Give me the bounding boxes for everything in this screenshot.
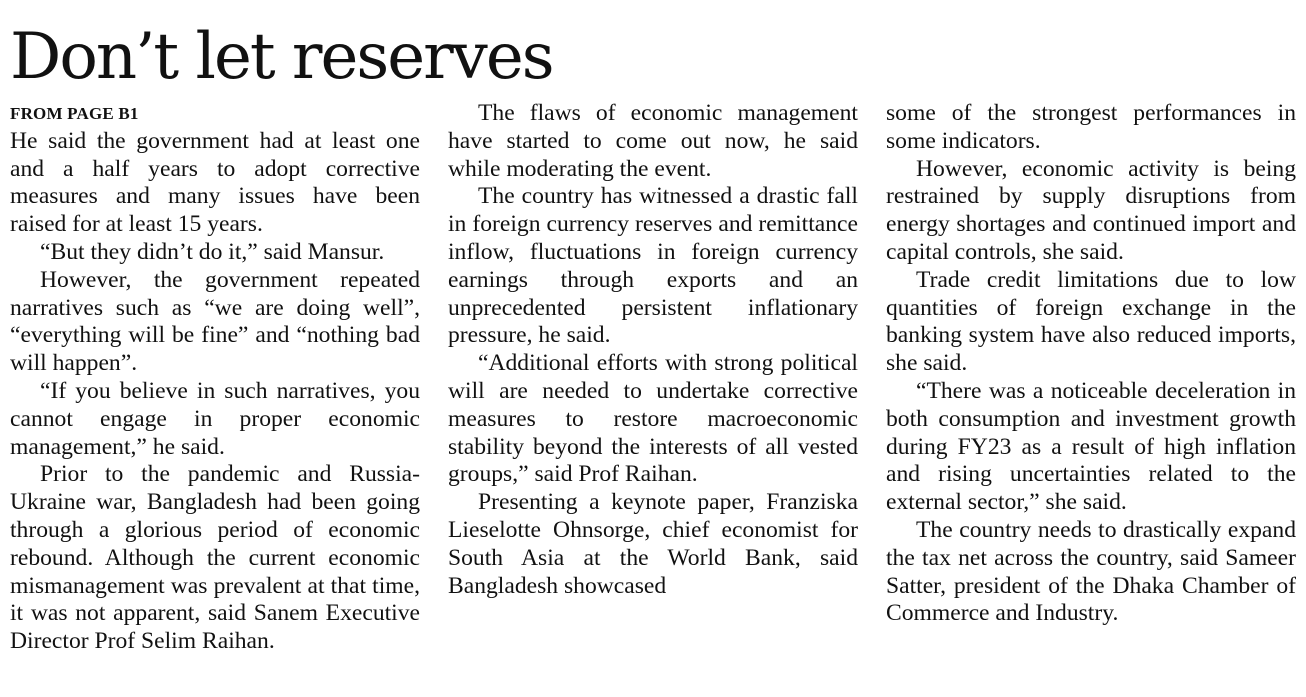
article-column-1 <box>10 100 420 656</box>
paragraph: Prior to the pandemic and Russia-Ukraine war, Bangladesh had been going through a glorious period of economic rebound. Although the current economic mismanagement was prevalent at that time, it was not apparent, said Sanem Executive Director Prof Selim Raihan. <box>10 461 420 655</box>
paragraph: The country needs to drastically expand the tax net across the country, said Sameer Satter, president of the Dhaka Chamber of Commerce and Industry. <box>886 516 1296 627</box>
paragraph: “But they didn’t do it,” said Mansur. <box>40 238 385 265</box>
article-column-3 <box>886 100 1296 628</box>
paragraph: He said the government had at least one and a half years to adopt corrective measures and many issues have been raised for at least 15 years. <box>10 127 420 238</box>
paragraph: “If you believe in such narratives, you cannot engage in proper economic management,” he said. <box>10 377 420 460</box>
headline: Don’t let reserves <box>10 20 553 94</box>
article-column-2 <box>448 100 858 600</box>
paragraph: Trade credit limitations due to low quantities of foreign exchange in the banking system have also reduced imports, she said. <box>886 266 1296 377</box>
paragraph: “There was a noticeable deceleration in both consumption and investment growth during FY23 as a result of high inflation and rising uncertainties related to the external sector,” she said. <box>886 377 1296 516</box>
paragraph: The country has witnessed a drastic fall in foreign currency reserves and remittance inflow, fluctuations in foreign currency earnings through exports and an unprecedented persistent inflationary pressure, he said. <box>448 183 858 349</box>
paragraph: However, the government repeated narratives such as “we are doing well”, “everything will be fine” and “nothing bad will happen”. <box>10 266 420 377</box>
paragraph: Presenting a keynote paper, Franziska Lieselotte Ohnsorge, chief economist for South Asia at the World Bank, said Bangladesh showcased <box>448 489 858 599</box>
paragraph: some of the strongest performances in some indicators. <box>886 100 1296 154</box>
jump-kicker: FROM PAGE B1 <box>10 104 139 123</box>
paragraph: “Additional efforts with strong political will are needed to undertake corrective measures to restore macroeconomic stability beyond the interests of all vested groups,” said Prof Raihan. <box>448 350 858 488</box>
paragraph: However, economic activity is being restrained by supply disruptions from energy shortages and continued import and capital controls, she said. <box>886 155 1296 265</box>
paragraph: The flaws of economic management have started to come out now, he said while moderating the event. <box>448 100 858 182</box>
